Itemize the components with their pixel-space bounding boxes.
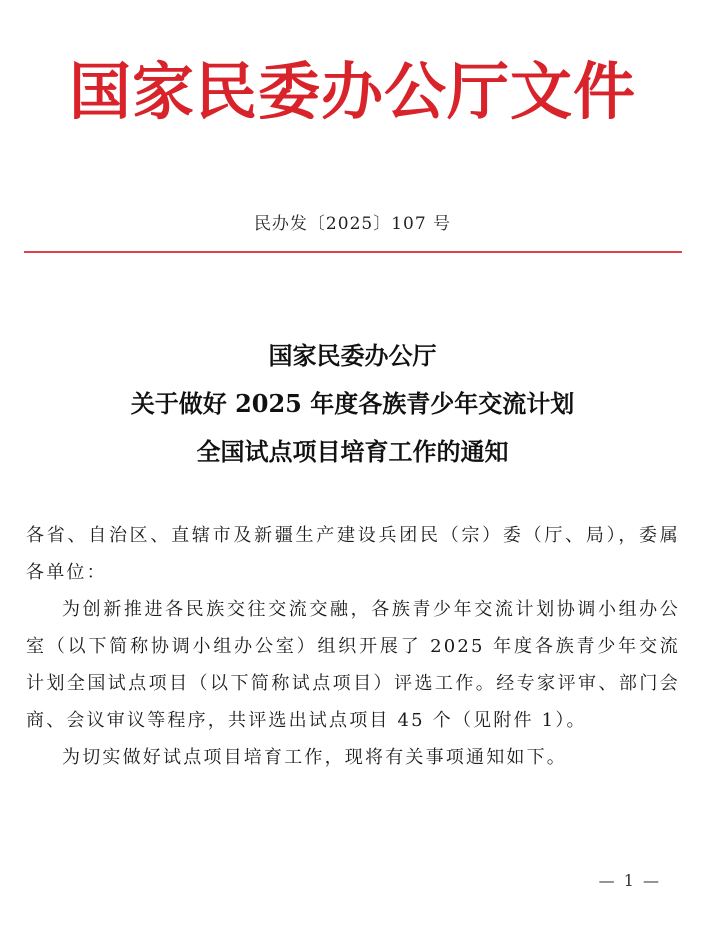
body-paragraph-2: 为切实做好试点项目培育工作，现将有关事项通知如下。 [62, 747, 567, 768]
addressees-paragraph: 各省、自治区、直辖市及新疆生产建设兵团民（宗）委（厅、局），委属各单位： [26, 525, 680, 583]
notice-title-line-3: 全国试点项目培育工作的通知 [196, 437, 509, 466]
issuer-header-title: 国家民委办公厅文件 [68, 55, 636, 128]
notice-title [0, 332, 705, 476]
page-number: — 1 — [598, 871, 661, 890]
notice-title-line-2: 关于做好 2025 年度各族青少年交流计划 [130, 389, 575, 418]
body-text [26, 517, 680, 776]
body-paragraph-1: 为创新推进各民族交往交流交融，各族青少年交流计划协调小组办公室（以下简称协调小组办公室）组织开展了 2025 年度各族青少年交流计划全国试点项目（以下简称试点项目）评选工作。经专家评审、部门会商、会议审议等程序，共评选出试点项目 45 个（见附件 1）。 [26, 599, 680, 731]
document-number: 民办发〔2025〕107 号 [253, 214, 452, 234]
red-divider-line [24, 251, 682, 253]
notice-title-line-1: 国家民委办公厅 [268, 341, 437, 370]
